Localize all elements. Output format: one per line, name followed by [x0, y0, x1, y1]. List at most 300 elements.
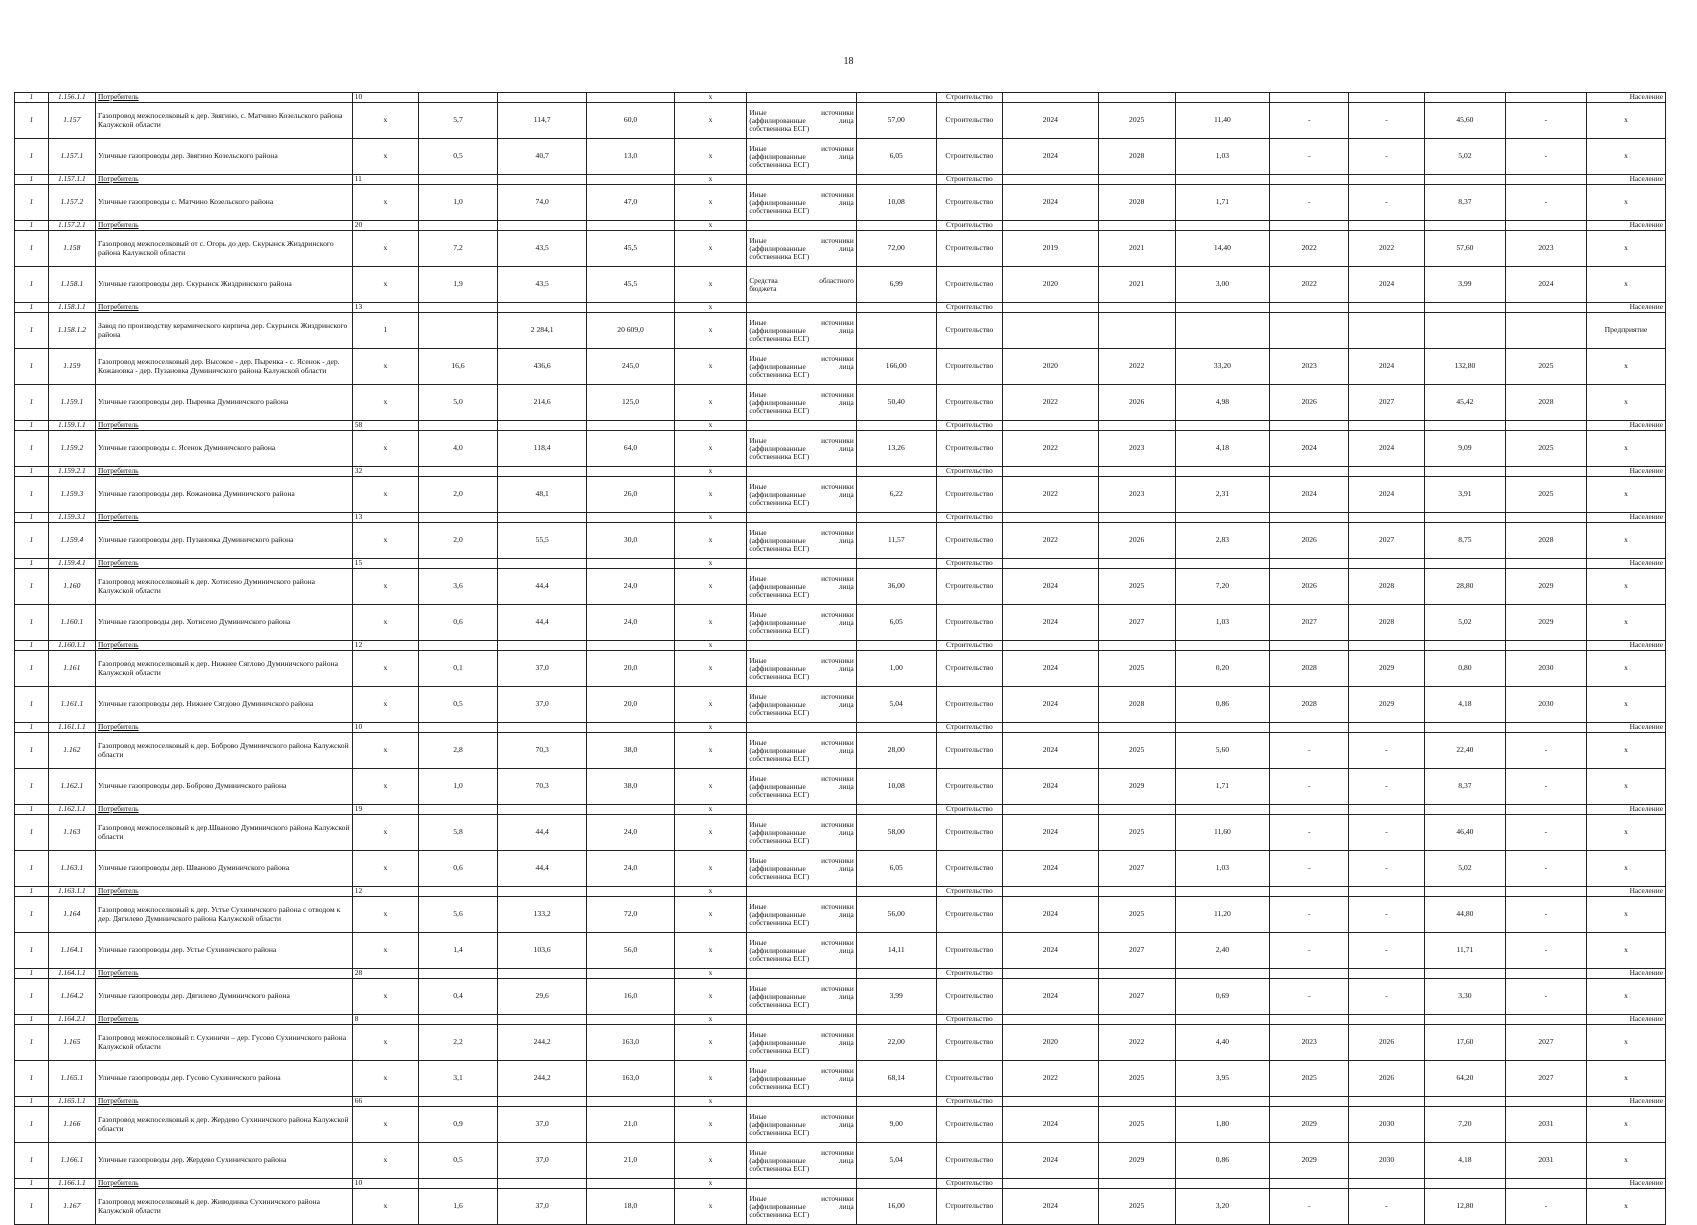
gas-volume-total: 26,0 — [587, 477, 674, 513]
funding-source-line: (аффилированные лица — [749, 827, 854, 837]
empty-cell — [1002, 303, 1098, 313]
commission-year: 2025 — [1505, 477, 1586, 513]
work-type: Строительство — [936, 979, 1002, 1015]
smr-start-year: 2022 — [1270, 231, 1349, 267]
pir-end-year: 2028 — [1098, 185, 1175, 221]
empty-cell — [747, 805, 856, 815]
consumer-category: x — [1586, 1107, 1665, 1143]
pir-end-year: 2025 — [1098, 1107, 1175, 1143]
funding-source-line: (аффилированные лица — [749, 1119, 854, 1129]
pipeline-length: 5,7 — [419, 103, 498, 139]
smr-cost: 44,80 — [1424, 897, 1505, 933]
consumer-row — [15, 805, 1666, 815]
consumer-category: x — [1586, 103, 1665, 139]
object-code: 1.159.4.1 — [48, 559, 95, 569]
consumer-count: x — [352, 477, 418, 513]
gas-volume: 74,0 — [497, 185, 586, 221]
object-code: 1.163 — [48, 815, 95, 851]
row-number: 1 — [15, 513, 49, 523]
gas-volume: 214,6 — [497, 385, 586, 421]
smr-end-year: 2030 — [1349, 1107, 1425, 1143]
pir-start-year: 2024 — [1002, 733, 1098, 769]
row-number: 1 — [15, 687, 49, 723]
gas-volume: 43,5 — [497, 267, 586, 303]
commission-year: 2024 — [1505, 267, 1586, 303]
row-number: 1 — [15, 651, 49, 687]
funding-source-line: собственника ЕСГ) — [749, 1209, 810, 1219]
empty-cell — [1505, 303, 1586, 313]
work-type: Строительство — [936, 313, 1002, 349]
empty-cell — [1270, 723, 1349, 733]
gas-volume: 2 284,1 — [497, 313, 586, 349]
work-type: Строительство — [936, 569, 1002, 605]
empty-cell — [1002, 513, 1098, 523]
table-row — [15, 933, 1666, 969]
cost-value: 3,99 — [856, 979, 936, 1015]
object-name: Уличные газопроводы с. Матчино Козельского района — [96, 185, 353, 221]
object-code: 1.165.1 — [48, 1061, 95, 1097]
object-code: 1.164 — [48, 897, 95, 933]
object-code: 1.164.2.1 — [48, 1015, 95, 1025]
empty-cell — [419, 1097, 498, 1107]
empty-cell — [587, 513, 674, 523]
object-code: 1.158.1.2 — [48, 313, 95, 349]
pipeline-length: 5,6 — [419, 897, 498, 933]
commission-year: 2025 — [1505, 349, 1586, 385]
funding-source — [747, 349, 856, 385]
empty-cell — [1270, 221, 1349, 231]
row-number: 1 — [15, 1025, 49, 1061]
funding-source-line: Иные источники — [749, 1147, 854, 1157]
empty-cell — [419, 1015, 498, 1025]
funding-source-line: собственника ЕСГ) — [749, 333, 810, 343]
object-name: Газопровод межпоселковый к дер. Звягино, с. Матчино Козельского района Калужской области — [96, 103, 353, 139]
consumer-quantity: 12 — [352, 641, 418, 651]
empty-cell — [587, 723, 674, 733]
consumer-row — [15, 641, 1666, 651]
consumer-quantity: 15 — [352, 559, 418, 569]
cost-value: 50,40 — [856, 385, 936, 421]
gas-volume: 244,2 — [497, 1061, 586, 1097]
pipeline-length: 2,0 — [419, 523, 498, 559]
pir-cost: 4,98 — [1175, 385, 1270, 421]
consumer-count: x — [352, 349, 418, 385]
pir-end-year: 2025 — [1098, 815, 1175, 851]
funding-source-line: (аффилированные лица — [749, 151, 854, 161]
funding-source-line: собственника ЕСГ) — [749, 625, 810, 635]
funding-source-line: собственника ЕСГ) — [749, 1127, 810, 1137]
smr-end-year: 2024 — [1349, 431, 1425, 467]
funding-source-line: Иные источники — [749, 655, 854, 665]
empty-cell — [587, 303, 674, 313]
empty-cell — [1270, 303, 1349, 313]
empty-cell — [856, 723, 936, 733]
empty-cell — [1175, 93, 1270, 103]
object-name: Газопровод межпоселковый к дер. Боброво Думиничского района Калужской области — [96, 733, 353, 769]
cost-value: 13,26 — [856, 431, 936, 467]
pir-cost: 3,95 — [1175, 1061, 1270, 1097]
work-type: Строительство — [936, 1107, 1002, 1143]
pir-cost: 1,71 — [1175, 185, 1270, 221]
funding-source-line: собственника ЕСГ) — [749, 205, 810, 215]
smr-cost: 8,37 — [1424, 769, 1505, 805]
empty-cell — [1002, 421, 1098, 431]
mark-x: x — [674, 969, 747, 979]
consumer-count: x — [352, 687, 418, 723]
pipeline-length: 2,8 — [419, 733, 498, 769]
pipeline-length: 5,8 — [419, 815, 498, 851]
pir-end-year: 2022 — [1098, 349, 1175, 385]
pir-end-year: 2025 — [1098, 569, 1175, 605]
funding-source-line: собственника ЕСГ) — [749, 369, 810, 379]
consumer-category: Население — [1586, 887, 1665, 897]
mark-x: x — [674, 1143, 747, 1179]
pir-end-year: 2025 — [1098, 897, 1175, 933]
mark-x: x — [674, 231, 747, 267]
pir-start-year: 2024 — [1002, 1143, 1098, 1179]
funding-source — [747, 769, 856, 805]
empty-cell — [1424, 467, 1505, 477]
commission-year: - — [1505, 733, 1586, 769]
cost-value: 14,11 — [856, 933, 936, 969]
object-name: Уличные газопроводы дер. Устье Сухиничского района — [96, 933, 353, 969]
empty-cell — [497, 1097, 586, 1107]
consumer-count: x — [352, 139, 418, 175]
pir-cost: 1,71 — [1175, 769, 1270, 805]
consumer-row — [15, 467, 1666, 477]
pir-end-year: 2026 — [1098, 385, 1175, 421]
empty-cell — [587, 421, 674, 431]
gas-volume: 118,4 — [497, 431, 586, 467]
pir-cost: 33,20 — [1175, 349, 1270, 385]
smr-end-year: 2029 — [1349, 687, 1425, 723]
row-number: 1 — [15, 349, 49, 385]
smr-start-year: 2027 — [1270, 605, 1349, 641]
pir-start-year: 2024 — [1002, 933, 1098, 969]
pir-end-year: 2029 — [1098, 1143, 1175, 1179]
mark-x: x — [674, 979, 747, 1015]
smr-start-year: - — [1270, 1189, 1349, 1225]
funding-source — [747, 851, 856, 887]
consumer-row — [15, 723, 1666, 733]
commission-year: - — [1505, 897, 1586, 933]
consumer-category: x — [1586, 431, 1665, 467]
consumer-quantity: 10 — [352, 93, 418, 103]
pir-end-year: 2021 — [1098, 267, 1175, 303]
funding-source-line: (аффилированные лица — [749, 115, 854, 125]
empty-cell — [587, 93, 674, 103]
smr-start-year: - — [1270, 979, 1349, 1015]
object-code: 1.166.1.1 — [48, 1179, 95, 1189]
work-type: Строительство — [936, 1061, 1002, 1097]
mark-x: x — [674, 687, 747, 723]
pipeline-length: 1,4 — [419, 933, 498, 969]
pir-end-year: 2028 — [1098, 687, 1175, 723]
object-code: 1.157.2.1 — [48, 221, 95, 231]
funding-source — [747, 933, 856, 969]
pir-start-year: 2019 — [1002, 231, 1098, 267]
cost-value: 1,00 — [856, 651, 936, 687]
mark-x: x — [674, 303, 747, 313]
gas-volume-total: 163,0 — [587, 1061, 674, 1097]
empty-cell — [1349, 421, 1425, 431]
consumer-category: x — [1586, 897, 1665, 933]
empty-cell — [1098, 93, 1175, 103]
commission-year: 2031 — [1505, 1107, 1586, 1143]
object-name: Газопровод межпоселковый г. Сухиничи – дер. Гусово Сухиничского района Калужской области — [96, 1025, 353, 1061]
row-number: 1 — [15, 769, 49, 805]
commission-year: - — [1505, 815, 1586, 851]
empty-cell — [1424, 723, 1505, 733]
smr-end-year: 2026 — [1349, 1025, 1425, 1061]
pipeline-length: 1,0 — [419, 769, 498, 805]
funding-source-line: собственника ЕСГ) — [749, 1163, 810, 1173]
empty-cell — [856, 887, 936, 897]
object-code: 1.164.2 — [48, 979, 95, 1015]
row-number: 1 — [15, 815, 49, 851]
empty-cell — [1349, 513, 1425, 523]
empty-cell — [747, 969, 856, 979]
mark-x: x — [674, 1015, 747, 1025]
empty-cell — [1349, 1097, 1425, 1107]
work-type: Строительство — [936, 385, 1002, 421]
consumer-label: Потребитель — [96, 221, 353, 231]
cost-value: 72,00 — [856, 231, 936, 267]
work-type: Строительство — [936, 1189, 1002, 1225]
smr-start-year: 2023 — [1270, 1025, 1349, 1061]
smr-cost: 3,99 — [1424, 267, 1505, 303]
gas-volume-total: 20,0 — [587, 687, 674, 723]
smr-end-year: 2028 — [1349, 605, 1425, 641]
mark-x: x — [674, 349, 747, 385]
consumer-category: x — [1586, 185, 1665, 221]
empty-cell — [1175, 421, 1270, 431]
mark-x: x — [674, 641, 747, 651]
empty-cell — [1505, 421, 1586, 431]
gas-volume: 133,2 — [497, 897, 586, 933]
mark-x: x — [674, 1025, 747, 1061]
empty-cell — [1002, 805, 1098, 815]
smr-start-year: 2029 — [1270, 1107, 1349, 1143]
object-code: 1.161.1.1 — [48, 723, 95, 733]
cost-value: 11,57 — [856, 523, 936, 559]
gas-volume: 70,3 — [497, 733, 586, 769]
object-name: Газопровод межпоселковый к дер. Устье Сухиничского района с отводом к дер. Дягилево Думиничского района Калужской области — [96, 897, 353, 933]
pir-start-year: 2024 — [1002, 569, 1098, 605]
empty-cell — [1424, 513, 1505, 523]
work-type: Строительство — [936, 139, 1002, 175]
empty-cell — [1098, 303, 1175, 313]
funding-source-line: собственника ЕСГ) — [749, 1081, 810, 1091]
cost-value: 6,05 — [856, 605, 936, 641]
empty-cell — [419, 641, 498, 651]
funding-source-line: собственника ЕСГ) — [749, 159, 810, 169]
cost-value: 10,08 — [856, 185, 936, 221]
funding-source-line: собственника ЕСГ) — [749, 953, 810, 963]
gas-volume-total: 125,0 — [587, 385, 674, 421]
consumer-category: x — [1586, 569, 1665, 605]
pipeline-length — [419, 313, 498, 349]
work-type: Строительство — [936, 477, 1002, 513]
consumer-quantity: 13 — [352, 303, 418, 313]
object-code: 1.162.1 — [48, 769, 95, 805]
work-type: Строительство — [936, 1025, 1002, 1061]
empty-cell — [1349, 559, 1425, 569]
empty-cell — [856, 969, 936, 979]
pir-end-year: 2023 — [1098, 431, 1175, 467]
consumer-category: x — [1586, 231, 1665, 267]
empty-cell — [587, 969, 674, 979]
pipeline-length: 5,0 — [419, 385, 498, 421]
consumer-category: Население — [1586, 969, 1665, 979]
consumer-category: x — [1586, 851, 1665, 887]
pir-end-year: 2025 — [1098, 1061, 1175, 1097]
empty-cell — [419, 221, 498, 231]
work-type: Строительство — [936, 221, 1002, 231]
pir-start-year: 2024 — [1002, 185, 1098, 221]
funding-source — [747, 897, 856, 933]
pir-end-year: 2027 — [1098, 605, 1175, 641]
row-number: 1 — [15, 569, 49, 605]
empty-cell — [1424, 559, 1505, 569]
gas-volume-total: 47,0 — [587, 185, 674, 221]
empty-cell — [1424, 805, 1505, 815]
gas-volume-total: 16,0 — [587, 979, 674, 1015]
cost-value: 5,04 — [856, 1143, 936, 1179]
smr-end-year: 2027 — [1349, 523, 1425, 559]
empty-cell — [497, 303, 586, 313]
consumer-row — [15, 513, 1666, 523]
object-code: 1.158.1.1 — [48, 303, 95, 313]
cost-value: 6,05 — [856, 139, 936, 175]
empty-cell — [1098, 467, 1175, 477]
empty-cell — [419, 175, 498, 185]
empty-cell — [1424, 1015, 1505, 1025]
mark-x: x — [674, 1107, 747, 1143]
mark-x: x — [674, 897, 747, 933]
funding-source-line: Иные источники — [749, 107, 854, 117]
consumer-label: Потребитель — [96, 93, 353, 103]
empty-cell — [1505, 513, 1586, 523]
smr-cost — [1424, 313, 1505, 349]
table-row — [15, 851, 1666, 887]
empty-cell — [419, 93, 498, 103]
object-name: Уличные газопроводы дер. Пузановка Думиничского района — [96, 523, 353, 559]
empty-cell — [587, 175, 674, 185]
pir-cost: 7,20 — [1175, 569, 1270, 605]
pir-end-year: 2027 — [1098, 933, 1175, 969]
pir-start-year: 2024 — [1002, 851, 1098, 887]
commission-year: 2023 — [1505, 231, 1586, 267]
smr-end-year: - — [1349, 979, 1425, 1015]
empty-cell — [1424, 175, 1505, 185]
commission-year: - — [1505, 769, 1586, 805]
cost-value: 28,00 — [856, 733, 936, 769]
mark-x: x — [674, 523, 747, 559]
work-type: Строительство — [936, 1179, 1002, 1189]
funding-source-line: Иные источники — [749, 189, 854, 199]
empty-cell — [1349, 1015, 1425, 1025]
empty-cell — [1424, 421, 1505, 431]
work-type: Строительство — [936, 431, 1002, 467]
object-code: 1.159.4 — [48, 523, 95, 559]
gas-volume: 37,0 — [497, 651, 586, 687]
consumer-count: x — [352, 1025, 418, 1061]
table-row — [15, 733, 1666, 769]
smr-end-year: - — [1349, 139, 1425, 175]
commission-year: - — [1505, 979, 1586, 1015]
smr-end-year: - — [1349, 1189, 1425, 1225]
empty-cell — [1175, 969, 1270, 979]
work-type: Строительство — [936, 303, 1002, 313]
funding-source-line: (аффилированные лица — [749, 1037, 854, 1047]
pir-start-year: 2024 — [1002, 605, 1098, 641]
consumer-row — [15, 175, 1666, 185]
smr-cost: 7,20 — [1424, 1107, 1505, 1143]
empty-cell — [1270, 887, 1349, 897]
row-number: 1 — [15, 969, 49, 979]
mark-x: x — [674, 139, 747, 175]
gas-volume-total: 20 609,0 — [587, 313, 674, 349]
empty-cell — [747, 1179, 856, 1189]
smr-start-year: - — [1270, 733, 1349, 769]
pir-start-year: 2022 — [1002, 431, 1098, 467]
object-name: Газопровод межпоселковый к дер. Хотисено Думиничского района Калужской области — [96, 569, 353, 605]
empty-cell — [587, 1097, 674, 1107]
funding-source-line: (аффилированные лица — [749, 197, 854, 207]
work-type: Строительство — [936, 723, 1002, 733]
consumer-label: Потребитель — [96, 723, 353, 733]
pir-start-year: 2024 — [1002, 979, 1098, 1015]
consumer-category: Население — [1586, 1015, 1665, 1025]
pipeline-length: 0,1 — [419, 651, 498, 687]
gas-volume-total: 21,0 — [587, 1107, 674, 1143]
row-number: 1 — [15, 185, 49, 221]
pir-end-year: 2025 — [1098, 103, 1175, 139]
pir-end-year — [1098, 313, 1175, 349]
gas-volume: 44,4 — [497, 605, 586, 641]
empty-cell — [747, 303, 856, 313]
empty-cell — [1424, 969, 1505, 979]
consumer-category: x — [1586, 651, 1665, 687]
pir-start-year: 2024 — [1002, 769, 1098, 805]
empty-cell — [419, 467, 498, 477]
funding-source-line: (аффилированные лица — [749, 945, 854, 955]
consumer-category: x — [1586, 267, 1665, 303]
gas-volume: 55,5 — [497, 523, 586, 559]
smr-start-year: 2029 — [1270, 1143, 1349, 1179]
mark-x: x — [674, 103, 747, 139]
row-number: 1 — [15, 221, 49, 231]
consumer-label: Потребитель — [96, 559, 353, 569]
empty-cell — [1270, 175, 1349, 185]
pir-end-year: 2023 — [1098, 477, 1175, 513]
pir-end-year: 2022 — [1098, 1025, 1175, 1061]
funding-source — [747, 1189, 856, 1225]
pir-cost: 1,03 — [1175, 605, 1270, 641]
consumer-category: x — [1586, 385, 1665, 421]
empty-cell — [747, 513, 856, 523]
pir-cost: 0,86 — [1175, 1143, 1270, 1179]
empty-cell — [497, 467, 586, 477]
funding-source-line: (аффилированные лица — [749, 325, 854, 335]
empty-cell — [1098, 513, 1175, 523]
empty-cell — [497, 1179, 586, 1189]
funding-source — [747, 431, 856, 467]
object-code: 1.157.1.1 — [48, 175, 95, 185]
empty-cell — [497, 969, 586, 979]
empty-cell — [1098, 1179, 1175, 1189]
